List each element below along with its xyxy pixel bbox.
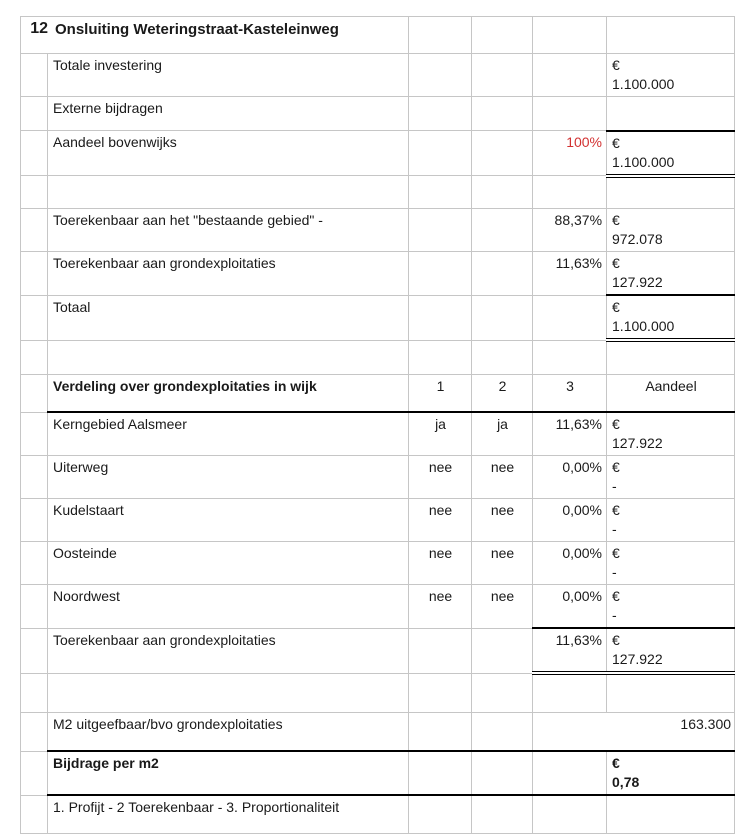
empty-cell: [48, 340, 409, 374]
percent-cell: 11,63%: [533, 628, 607, 673]
empty-cell: [21, 542, 48, 585]
title-cell: [21, 17, 409, 54]
amount-cell: [607, 209, 735, 252]
empty-cell: [409, 712, 472, 751]
table-row: [21, 17, 735, 54]
empty-cell: [472, 712, 533, 751]
empty-cell: [21, 712, 48, 751]
empty-cell: [409, 295, 472, 340]
spacer-row: [21, 176, 735, 209]
empty-cell: [607, 795, 735, 833]
amount-cell: [607, 542, 735, 585]
footnote-row: [21, 795, 735, 833]
table-row: [21, 209, 735, 252]
amount-cell: [607, 131, 735, 176]
amount-value: -: [612, 478, 617, 494]
table-row: [21, 97, 735, 131]
empty-cell: [472, 252, 533, 296]
spreadsheet: [20, 16, 750, 834]
percent-cell: 0,00%: [533, 499, 607, 542]
column-header: 3: [533, 374, 607, 412]
empty-cell: [21, 97, 48, 131]
empty-cell: [21, 412, 48, 456]
empty-cell: [409, 628, 472, 673]
empty-cell: [472, 17, 533, 54]
empty-cell: [472, 131, 533, 176]
currency-symbol: €: [612, 299, 620, 315]
label-cell: Kerngebied Aalsmeer: [48, 412, 409, 456]
empty-cell: [607, 17, 735, 54]
label-cell: Totaal: [48, 295, 409, 340]
empty-cell: [533, 340, 607, 374]
table-row: [21, 54, 735, 97]
empty-cell: [409, 673, 472, 712]
district-row: [21, 412, 735, 456]
empty-cell: [472, 628, 533, 673]
criterium-1-cell: nee: [409, 542, 472, 585]
table-row: [21, 712, 735, 751]
label-cell: Toerekenbaar aan grondexploitaties: [48, 252, 409, 296]
empty-cell: [21, 673, 48, 712]
table-row: [21, 295, 735, 340]
amount-value: 972.078: [612, 231, 663, 247]
currency-symbol: €: [612, 459, 620, 475]
empty-cell: [409, 252, 472, 296]
empty-cell: [21, 131, 48, 176]
section-title: Verdeling over grondexploitaties in wijk: [48, 374, 409, 412]
empty-cell: [409, 176, 472, 209]
empty-cell: [48, 673, 409, 712]
currency-symbol: €: [612, 212, 620, 228]
column-header: Aandeel: [607, 374, 735, 412]
amount-cell: [607, 252, 735, 296]
currency-symbol: €: [612, 545, 620, 561]
row-number: 12: [30, 20, 48, 37]
label-cell: Aandeel bovenwijks: [48, 131, 409, 176]
currency-symbol: €: [612, 632, 620, 648]
amount-cell: [607, 412, 735, 456]
amount-value: 1.100.000: [612, 318, 675, 334]
amount-value: 127.922: [612, 651, 663, 667]
currency-symbol: €: [612, 57, 620, 73]
empty-cell: [21, 54, 48, 97]
amount-cell: [607, 295, 735, 340]
empty-cell: [21, 585, 48, 629]
empty-cell: [409, 97, 472, 131]
currency-symbol: €: [612, 255, 620, 271]
empty-cell: [472, 673, 533, 712]
footnote-text: 1. Profijt - 2 Toerekenbaar - 3. Proportionaliteit: [48, 795, 409, 833]
empty-cell: [21, 628, 48, 673]
criterium-1-cell: nee: [409, 585, 472, 629]
empty-cell: [607, 176, 735, 209]
amount-value: 127.922: [612, 435, 663, 451]
percent-cell: 11,63%: [533, 412, 607, 456]
empty-cell: [21, 252, 48, 296]
percent-cell: 11,63%: [533, 252, 607, 296]
amount-value: -: [612, 521, 617, 537]
empty-cell: [472, 209, 533, 252]
label-cell: Totale investering: [48, 54, 409, 97]
label-cell: Toerekenbaar aan grondexploitaties: [48, 628, 409, 673]
table-header-row: [21, 374, 735, 412]
empty-cell: [48, 176, 409, 209]
table-row: [21, 131, 735, 176]
label-cell: M2 uitgeefbaar/bvo grondexploitaties: [48, 712, 409, 751]
empty-cell: [21, 374, 48, 412]
label-cell: Uiterweg: [48, 456, 409, 499]
empty-cell: [21, 499, 48, 542]
empty-cell: [409, 131, 472, 176]
percent-cell: 0,00%: [533, 456, 607, 499]
amount-value: -: [612, 564, 617, 580]
label-cell: Oosteinde: [48, 542, 409, 585]
amount-cell: [607, 456, 735, 499]
empty-cell: [21, 795, 48, 833]
criterium-2-cell: nee: [472, 542, 533, 585]
label-cell: Toerekenbaar aan het "bestaande gebied" -: [48, 209, 409, 252]
empty-cell: [533, 176, 607, 209]
empty-cell: [607, 673, 735, 712]
empty-cell: [21, 176, 48, 209]
column-header: 2: [472, 374, 533, 412]
criterium-1-cell: ja: [409, 412, 472, 456]
m2-value-cell: 163.300: [533, 712, 735, 751]
district-row: [21, 499, 735, 542]
empty-cell: [409, 340, 472, 374]
criterium-2-cell: nee: [472, 499, 533, 542]
amount-cell: [607, 499, 735, 542]
table-row: [21, 252, 735, 296]
page-title: Onsluiting Weteringstraat-Kasteleinweg: [55, 21, 339, 38]
district-row: [21, 585, 735, 629]
empty-cell: [472, 295, 533, 340]
empty-cell: [409, 17, 472, 54]
label-cell: Noordwest: [48, 585, 409, 629]
column-header: 1: [409, 374, 472, 412]
empty-cell: [533, 17, 607, 54]
empty-cell: [472, 176, 533, 209]
empty-cell: [607, 340, 735, 374]
empty-cell: [607, 97, 735, 131]
spacer-row: [21, 340, 735, 374]
criterium-2-cell: nee: [472, 585, 533, 629]
district-row: [21, 456, 735, 499]
criterium-2-cell: ja: [472, 412, 533, 456]
amount-value: 127.922: [612, 274, 663, 290]
empty-cell: [472, 340, 533, 374]
label-cell: Bijdrage per m2: [48, 751, 409, 795]
label-cell: Externe bijdragen: [48, 97, 409, 131]
empty-cell: [472, 795, 533, 833]
empty-cell: [21, 295, 48, 340]
amount-cell: [607, 751, 735, 795]
empty-cell: [472, 97, 533, 131]
empty-cell: [533, 295, 607, 340]
percent-cell: 0,00%: [533, 542, 607, 585]
empty-cell: [21, 209, 48, 252]
empty-cell: [533, 795, 607, 833]
empty-cell: [21, 340, 48, 374]
amount-value: -: [612, 607, 617, 623]
amount-value: 1.100.000: [612, 153, 675, 170]
empty-cell: [21, 456, 48, 499]
district-total-row: [21, 628, 735, 673]
criterium-1-cell: nee: [409, 499, 472, 542]
empty-cell: [409, 209, 472, 252]
amount-value: 0,78: [612, 774, 640, 790]
currency-symbol: €: [612, 134, 620, 151]
district-row: [21, 542, 735, 585]
empty-cell: [533, 54, 607, 97]
criterium-2-cell: nee: [472, 456, 533, 499]
amount-cell: [607, 585, 735, 629]
table-row: [21, 751, 735, 795]
criterium-1-cell: nee: [409, 456, 472, 499]
empty-cell: [409, 54, 472, 97]
empty-cell: [472, 751, 533, 795]
amount-cell: [607, 628, 735, 673]
empty-cell: [472, 54, 533, 97]
percent-cell: 88,37%: [533, 209, 607, 252]
cost-allocation-table: [20, 16, 735, 834]
empty-cell: [21, 751, 48, 795]
amount-cell: [607, 54, 735, 97]
empty-cell: [533, 97, 607, 131]
percent-cell: 0,00%: [533, 585, 607, 629]
empty-cell: [533, 751, 607, 795]
currency-symbol: €: [612, 588, 620, 604]
label-cell: Kudelstaart: [48, 499, 409, 542]
empty-cell: [409, 751, 472, 795]
currency-symbol: €: [612, 416, 620, 432]
amount-value: 1.100.000: [612, 76, 675, 92]
empty-cell: [409, 795, 472, 833]
spacer-row: [21, 673, 735, 712]
currency-symbol: €: [612, 755, 620, 771]
percent-cell: 100%: [533, 131, 607, 176]
currency-symbol: €: [612, 502, 620, 518]
empty-cell: [533, 673, 607, 712]
